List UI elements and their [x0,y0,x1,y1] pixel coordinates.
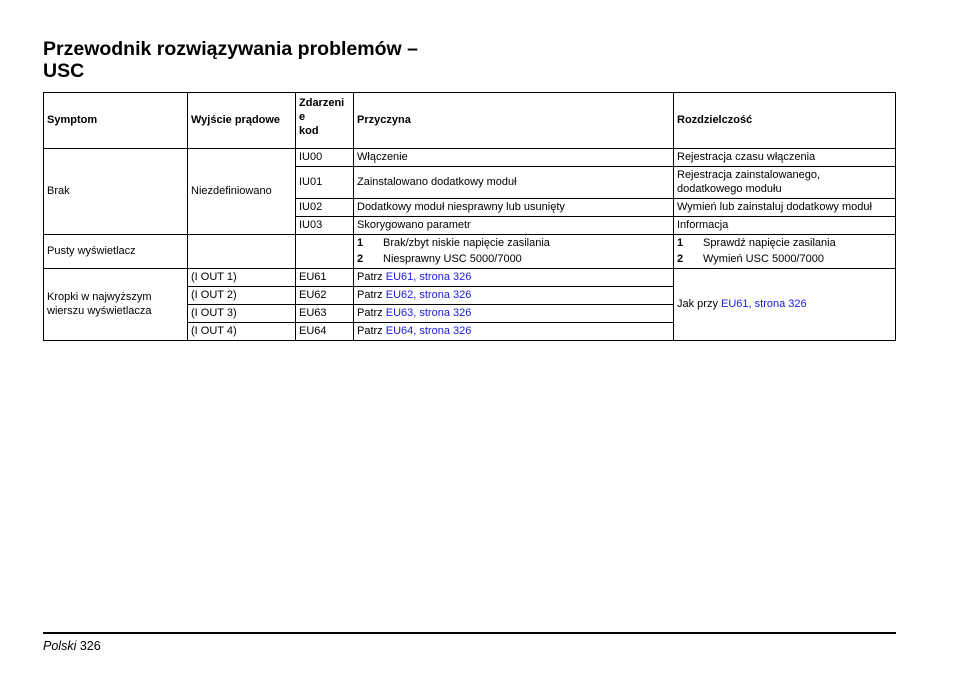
table-row [44,149,896,167]
footer-page-number: 326 [79,639,101,653]
header-cause: Przyczyna [354,93,674,149]
code-cell: IU00 [296,149,354,167]
resolution-list-item: 1 Sprawdź napięcie zasilania [677,237,836,249]
resolution-cell [674,235,896,269]
code-cell: EU64 [296,323,354,341]
resolution-cell: Rejestracja zainstalowanego, dodatkowego modułu [674,167,896,199]
page-title [43,38,418,82]
output-cell: (I OUT 4) [188,323,296,341]
cause-cell: Patrz EU61, strona 326 [354,269,674,287]
resolution-cell: Informacja [674,217,896,235]
page-title-line-2: USC [43,60,85,82]
cross-reference-link[interactable]: EU63, strona 326 [385,307,472,319]
code-cell: EU62 [296,287,354,305]
code-cell [296,235,354,269]
cause-cell: Dodatkowy moduł niesprawny lub usunięty [354,199,674,217]
troubleshooting-table [43,92,896,341]
resolution-cell: Jak przy EU61, strona 326 [674,269,896,341]
output-cell [188,235,296,269]
code-cell: IU03 [296,217,354,235]
footer-language: Polski [43,639,77,653]
code-cell: EU61 [296,269,354,287]
table-row [44,235,896,269]
output-cell: (I OUT 2) [188,287,296,305]
header-symptom: Symptom [44,93,188,149]
resolution-list-item: 2 Wymień USC 5000/7000 [677,253,824,265]
table-header-row [44,93,896,149]
footer [43,639,101,653]
cross-reference-link[interactable]: EU64, strona 326 [385,325,472,337]
header-output: Wyjście prądowe [188,93,296,149]
symptom-cell: Brak [44,149,188,235]
resolution-cell: Rejestracja czasu włączenia [674,149,896,167]
symptom-cell: Kropki w najwyższym wierszu wyświetlacza [44,269,188,341]
cause-cell [354,235,674,269]
cross-reference-link[interactable]: EU61, strona 326 [721,298,807,310]
header-code: Zdarzeni e kod [296,93,354,149]
footer-divider [43,632,896,634]
output-cell: (I OUT 3) [188,305,296,323]
code-cell: IU02 [296,199,354,217]
code-cell: EU63 [296,305,354,323]
symptom-cell: Pusty wyświetlacz [44,235,188,269]
table-row [44,269,896,287]
cause-cell: Skorygowano parametr [354,217,674,235]
cause-cell: Zainstalowano dodatkowy moduł [354,167,674,199]
cause-cell: Patrz EU62, strona 326 [354,287,674,305]
cause-list-item: 2 Niesprawny USC 5000/7000 [357,253,522,265]
cause-cell: Patrz EU63, strona 326 [354,305,674,323]
cause-list-item: 1 Brak/zbyt niskie napięcie zasilania [357,237,550,249]
cause-cell: Włączenie [354,149,674,167]
page-title-line-1: Przewodnik rozwiązywania problemów – [43,38,418,60]
header-resolution: Rozdzielczość [674,93,896,149]
output-cell: (I OUT 1) [188,269,296,287]
cross-reference-link[interactable]: EU62, strona 326 [385,289,472,301]
output-cell: Niezdefiniowano [188,149,296,235]
cross-reference-link[interactable]: EU61, strona 326 [385,271,472,283]
resolution-cell: Wymień lub zainstaluj dodatkowy moduł [674,199,896,217]
code-cell: IU01 [296,167,354,199]
cause-cell: Patrz EU64, strona 326 [354,323,674,341]
